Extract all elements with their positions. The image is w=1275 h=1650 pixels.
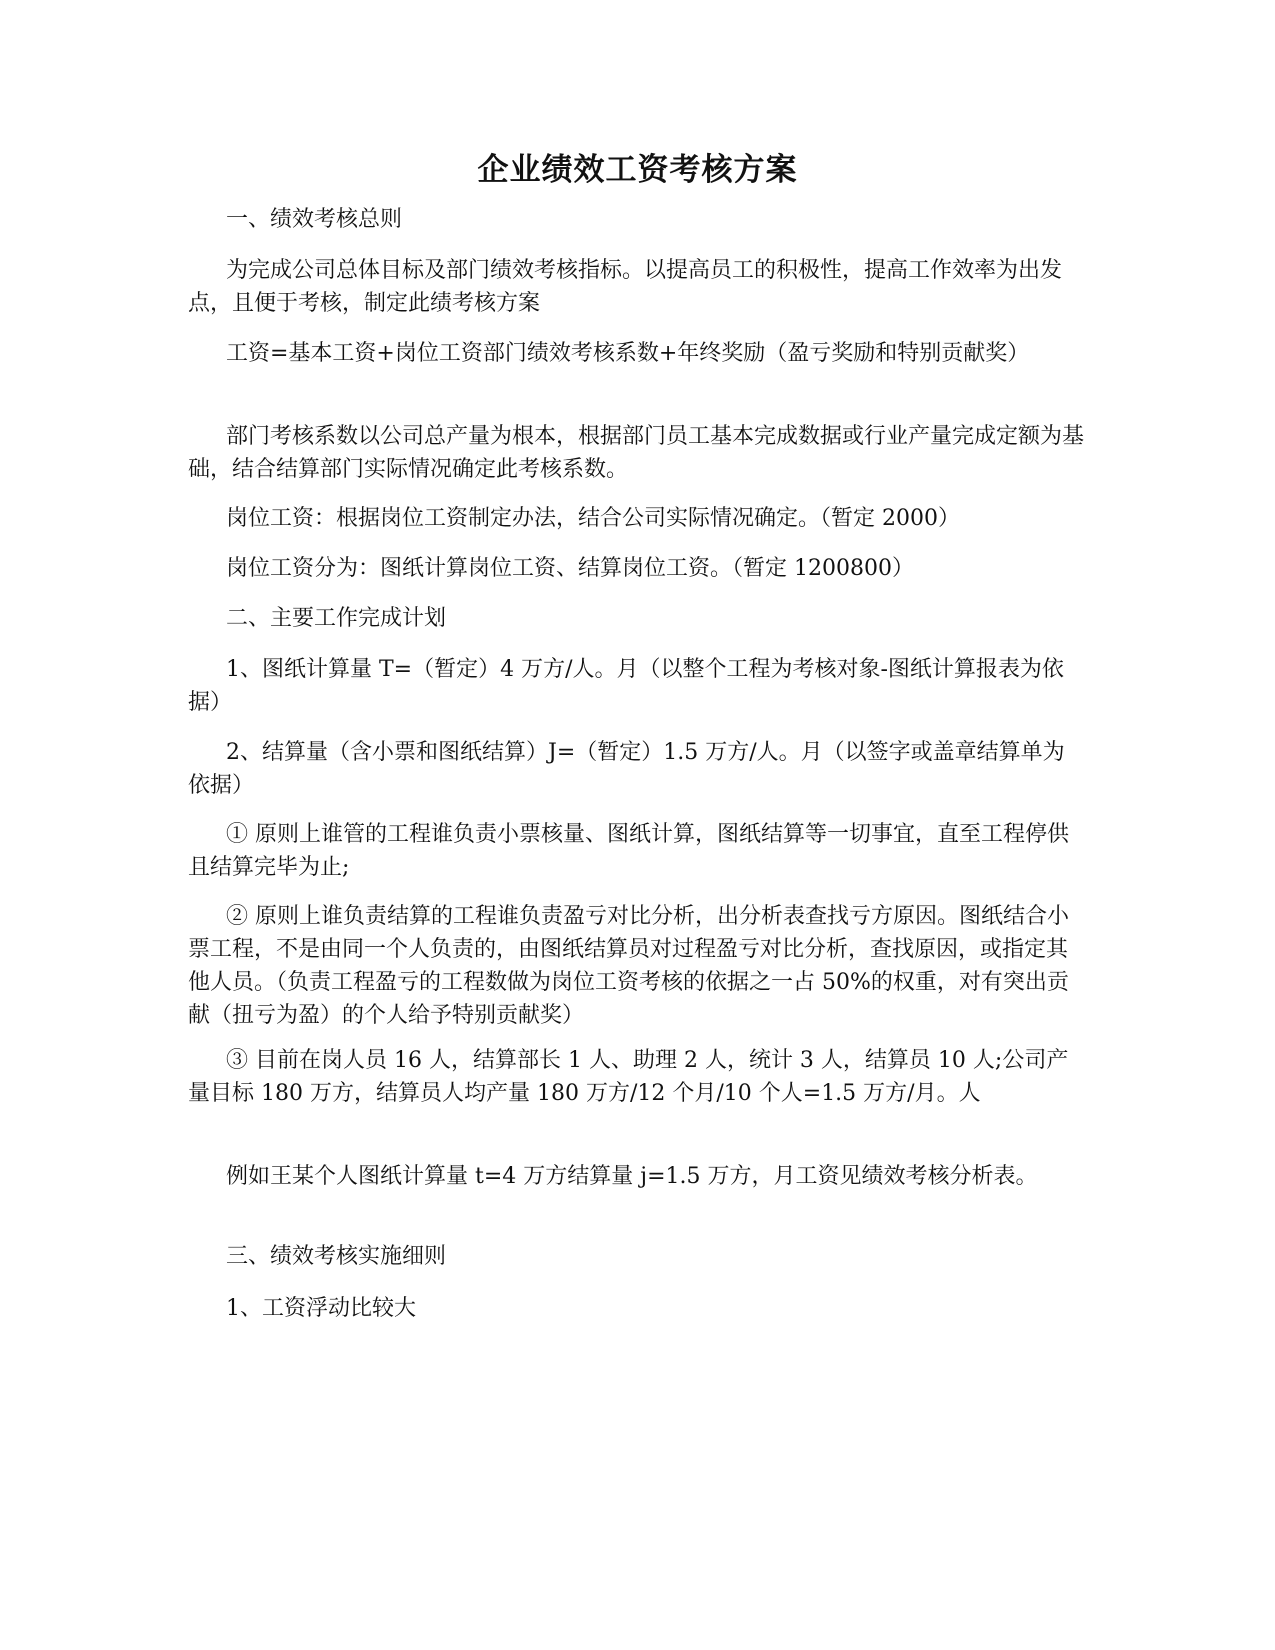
paragraph-position-salary: 岗位工资：根据岗位工资制定办法，结合公司实际情况确定。（暂定 2000） xyxy=(226,506,960,531)
paragraph-salary-formula: 工资=基本工资+岗位工资部门绩效考核系数+年终奖励（盈亏奖励和特别贡献奖） xyxy=(226,341,1030,366)
paragraph-item-1: ① 原则上谁管的工程谁负责小票核量、图纸计算，图纸结算等一切事宜，直至工程停供且结算完毕为止; xyxy=(188,822,1069,880)
paragraph-position-salary-types: 岗位工资分为：图纸计算岗位工资、结算岗位工资。（暂定 1200800） xyxy=(226,556,914,581)
paragraph-purpose: 为完成公司总体目标及部门绩效考核指标。以提高员工的积极性，提高工作效率为出发点，且便于考核，制定此绩考核方案 xyxy=(188,258,1063,316)
document-title: 企业绩效工资考核方案 xyxy=(477,152,798,188)
paragraph-rule-1: 1、工资浮动比较大 xyxy=(226,1296,416,1321)
paragraph-example: 例如王某个人图纸计算量 t=4 万方结算量 j=1.5 万方，月工资见绩效考核分析表。 xyxy=(226,1164,1038,1189)
paragraph-drawing-quantity: 1、图纸计算量 T=（暂定）4 万方/人。月（以整个工程为考核对象-图纸计算报表为依据） xyxy=(188,657,1064,715)
paragraph-settlement-quantity: 2、结算量（含小票和图纸结算）J=（暂定）1.5 万方/人。月（以签字或盖章结算单为依据） xyxy=(188,740,1065,798)
paragraph-item-2: ② 原则上谁负责结算的工程谁负责盈亏对比分析，出分析表查找亏方原因。图纸结合小票工程，不是由同一个人负责的，由图纸结算员对过程盈亏对比分析，查找原因，或指定其他人员。（负责工程盈亏的工程数做为岗位工资考核的依据之一占 50%的权重，对有突出贡献（扭亏为盈）的个人给予特别贡献奖） xyxy=(188,904,1069,1028)
paragraph-department-coefficient: 部门考核系数以公司总产量为根本，根据部门员工基本完成数据或行业产量完成定额为基础，结合结算部门实际情况确定此考核系数。 xyxy=(188,424,1085,482)
heading-work-plan: 二、主要工作完成计划 xyxy=(226,606,447,631)
heading-implementation-rules: 三、绩效考核实施细则 xyxy=(226,1244,447,1269)
heading-general-principles: 一、绩效考核总则 xyxy=(226,207,403,232)
paragraph-item-3: ③ 目前在岗人员 16 人，结算部长 1 人、助理 2 人，统计 3 人，结算员 10 人;公司产量目标 180 万方，结算员人均产量 180 万方/12 个月/10 个人=1.5 万方/月。人 xyxy=(188,1048,1069,1106)
